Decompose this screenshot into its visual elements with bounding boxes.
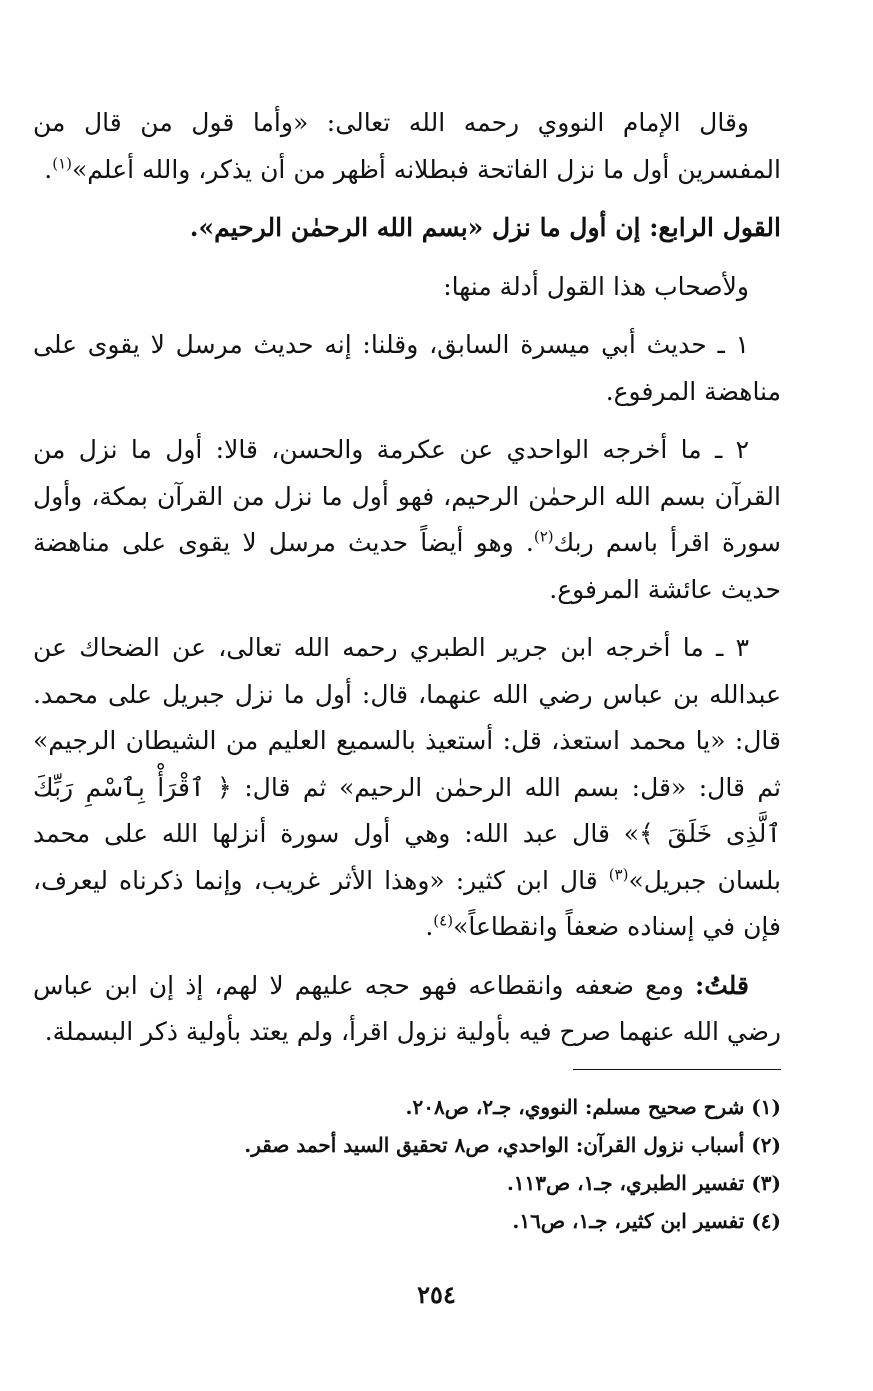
footnotes bbox=[33, 1088, 781, 1240]
paragraph-evidence-1: ١ ـ حديث أبي ميسرة السابق، وقلنا: إنه حديث مرسل لا يقوى على مناهضة المرفوع. bbox=[33, 330, 781, 406]
paragraph-fourth-opinion-heading: القول الرابع: إن أول ما نزل «بسم الله الرحمٰن الرحيم». bbox=[189, 213, 781, 242]
paragraph-evidence-intro: ولأصحاب هذا القول أدلة منها: bbox=[443, 271, 749, 301]
paragraph-evidence-2: ٢ ـ ما أخرجه الواحدي عن عكرمة والحسن، قالا: أول ما نزل من القرآن بسم الله الرحمٰن الرحيم، فهو أول ما نزل من القرآن بمكة، وأول سورة اقرأ باسم ربك$^{(٢)}$. وهو أيضاً حديث مرسل لا يقوى على مناهضة حديث عائشة المرفوع. bbox=[33, 435, 781, 604]
footnote-ref-3[interactable]: (٣) bbox=[608, 865, 629, 884]
footnote-divider bbox=[573, 1069, 781, 1070]
footnote-2: (٢) أسباب نزول القرآن: الواحدي، ص٨ تحقيق السيد أحمد صقر. bbox=[244, 1133, 781, 1157]
paragraph-author-comment: قلتُ: ومع ضعفه وانقطاعه فهو حجه عليهم لا لهم، إذ إن ابن عباس رضي الله عنهما صرح فيه بأولية نزول اقرأ، ولم يعتد بأولية ذكر البسملة. bbox=[33, 970, 781, 1046]
footnote-3: (٣) تفسير الطبري، جـ١، ص١١٣. bbox=[506, 1171, 781, 1195]
paragraph-nawawi-quote: وقال الإمام النووي رحمه الله تعالى: «وأما قول من قال من المفسرين أول ما نزل الفاتحة فبطلانه أظهر من أن يذكر، والله أعلم»$^{(١)}$. bbox=[33, 108, 781, 184]
paragraph-evidence-3: ٣ ـ ما أخرجه ابن جرير الطبري رحمه الله تعالى، عن الضحاك عن عبدالله بن عباس رضي الله عنهما، قال: أول ما نزل جبريل على محمد. قال: «يا محمد استعذ، قل: أستعيذ بالسميع العليم من الشيطان الرجيم» ثم قال: «قل: بسم الله الرحمٰن الرحيم» ثم قال: ﴿ ٱقْرَأْ بِٱسْمِ رَبِّكَ ٱلَّذِى خَلَقَ ﴾» قال عبد الله: وهي أول سورة أنزلها الله على محمد بلسان جبريل»$^{(٣)}$ قال ابن كثير: «وهذا الأثر غريب، وإنما ذكرناه ليعرف، فإن في إسناده ضعفاً وانقطاعاً»$^{(٤)}$. bbox=[33, 633, 781, 941]
author-comment-lead: قلتُ: bbox=[694, 970, 749, 1000]
footnote-4: (٤) تفسير ابن كثير، جـ١، ص١٦. bbox=[512, 1209, 781, 1233]
page-number: ٢٥٤ bbox=[417, 1280, 456, 1309]
footnote-ref-1[interactable]: (١) bbox=[52, 154, 72, 173]
footnote-ref-2[interactable]: (٢) bbox=[533, 527, 554, 546]
main-text bbox=[33, 100, 781, 1068]
footnote-1: (١) شرح صحيح مسلم: النووي، جـ٢، ص٢٠٨. bbox=[405, 1095, 781, 1119]
footnote-ref-4[interactable]: (٤) bbox=[433, 911, 454, 930]
